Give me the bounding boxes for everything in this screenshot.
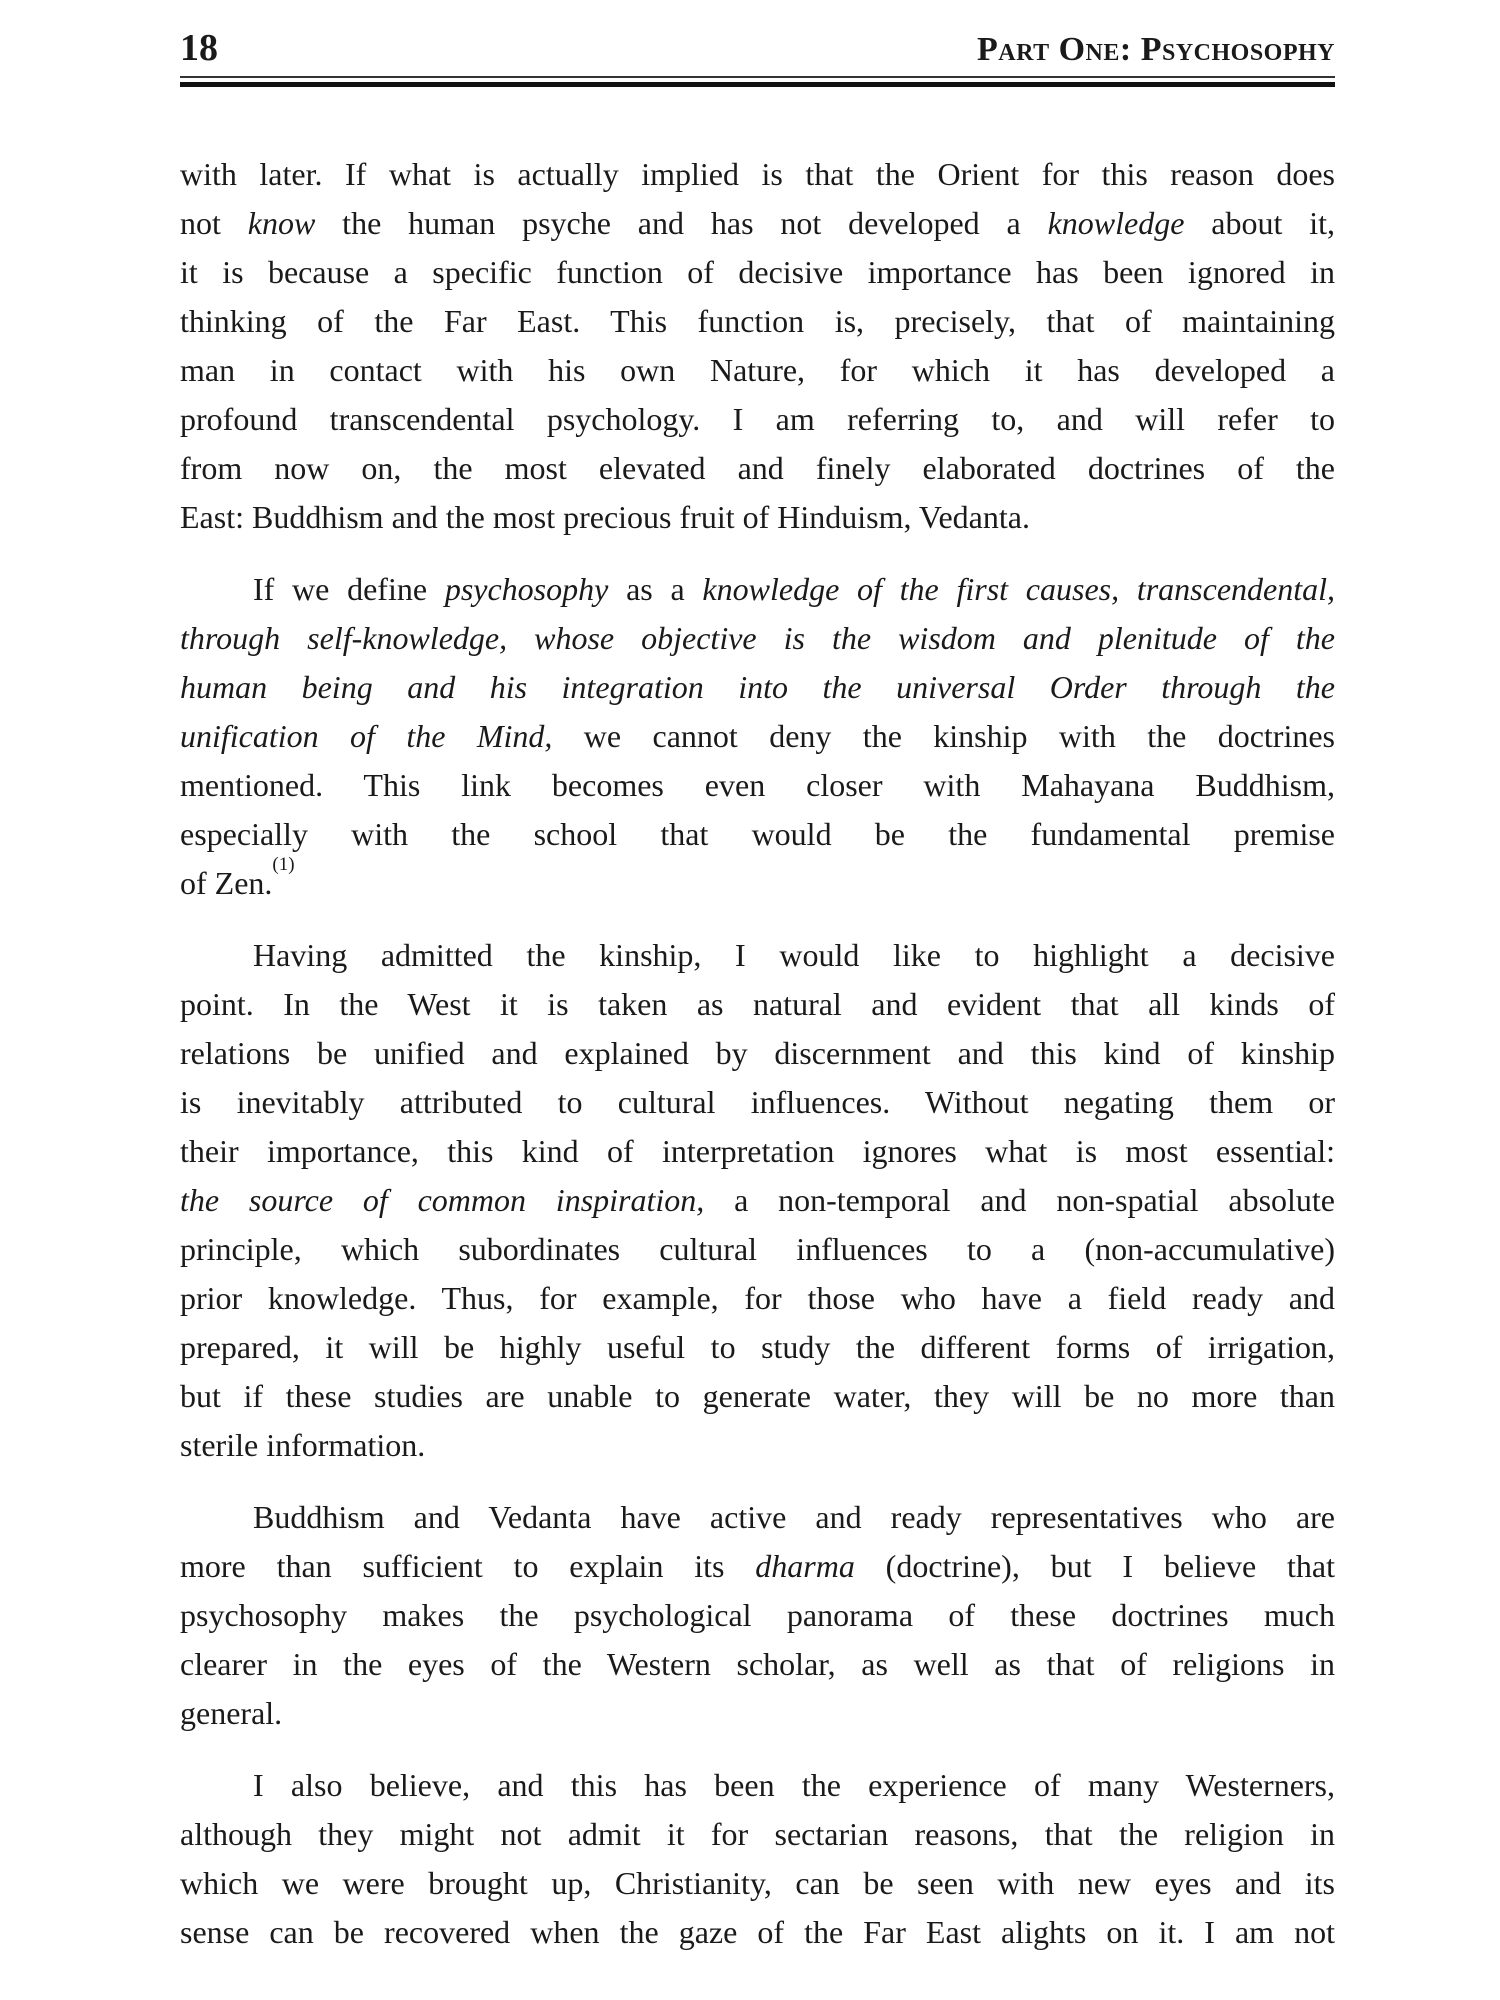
- text-line: [180, 1372, 1335, 1421]
- text-segment: but if these studies are unable to generate water, they will be no more than: [180, 1378, 1335, 1414]
- italic-text: unification of the Mind,: [180, 718, 553, 754]
- text-line: [180, 1078, 1335, 1127]
- text-segment: Having admitted the kinship, I would like to highlight a decisive: [253, 937, 1335, 973]
- text-line: [180, 493, 1335, 542]
- text-segment: it is because a specific function of decisive importance has been ignored in: [180, 254, 1335, 290]
- text-segment: sterile information.: [180, 1427, 426, 1463]
- text-segment: with later. If what is actually implied is that the Orient for this reason does: [180, 156, 1335, 192]
- text-line: [180, 1810, 1335, 1859]
- paragraph: [180, 1493, 1335, 1738]
- text-segment: about it,: [1184, 205, 1336, 241]
- text-segment: we cannot deny the kinship with the doctrines: [552, 718, 1336, 754]
- italic-text: psychosophy: [444, 571, 609, 607]
- text-segment: which we were brought up, Christianity, can be seen with new eyes and its: [180, 1865, 1335, 1901]
- text-line: [180, 1689, 1335, 1738]
- text-segment: I also believe, and this has been the experience of many Westerners,: [253, 1767, 1335, 1803]
- italic-text: human being and his integration into the universal Order through the: [180, 669, 1335, 705]
- text-line: [180, 1493, 1335, 1542]
- text-segment: point. In the West it is taken as natural and evident that all kinds of: [180, 986, 1335, 1022]
- text-line: [180, 663, 1335, 712]
- text-line: [180, 1274, 1335, 1323]
- text-line: [180, 1225, 1335, 1274]
- text-segment: the human psyche and has not developed a: [315, 205, 1048, 241]
- paragraph: [180, 1761, 1335, 1957]
- text-line: [180, 1761, 1335, 1810]
- text-line: [180, 1323, 1335, 1372]
- text-segment: principle, which subordinates cultural influences to a (non-accumulative): [180, 1231, 1335, 1267]
- text-line: [180, 565, 1335, 614]
- text-line: [180, 614, 1335, 663]
- text-segment: (doctrine), but I believe that: [854, 1548, 1335, 1584]
- text-line: [180, 444, 1335, 493]
- italic-text: knowledge: [1047, 205, 1185, 241]
- text-segment: East: Buddhism and the most precious fruit of Hinduism, Vedanta.: [180, 499, 1030, 535]
- text-line: [180, 931, 1335, 980]
- italic-text: know: [247, 205, 316, 241]
- text-segment: prepared, it will be highly useful to study the different forms of irrigation,: [180, 1329, 1335, 1365]
- text-segment: more than sufficient to explain its: [180, 1548, 756, 1584]
- text-segment: of Zen.: [180, 865, 273, 901]
- text-segment: from now on, the most elevated and finely elaborated doctrines of the: [180, 450, 1335, 486]
- text-line: [180, 150, 1335, 199]
- italic-text: the source of common inspiration,: [180, 1182, 705, 1218]
- footnote-reference: (1): [272, 854, 295, 875]
- text-segment: especially with the school that would be the fundamental premise: [180, 816, 1335, 852]
- text-segment: man in contact with his own Nature, for which it has developed a: [180, 352, 1335, 388]
- text-segment: their importance, this kind of interpretation ignores what is most essential:: [180, 1133, 1335, 1169]
- text-segment: If we define: [253, 571, 445, 607]
- text-segment: psychosophy makes the psychological panorama of these doctrines much: [180, 1597, 1335, 1633]
- paragraph: [180, 150, 1335, 542]
- italic-text: through self-knowledge, whose objective is the wisdom and plenitude of the: [180, 620, 1335, 656]
- text-line: [180, 346, 1335, 395]
- text-line: [180, 1591, 1335, 1640]
- text-segment: thinking of the Far East. This function is, precisely, that of maintaining: [180, 303, 1335, 339]
- paragraph: [180, 565, 1335, 908]
- italic-text: dharma: [755, 1548, 855, 1584]
- text-segment: clearer in the eyes of the Western scholar, as well as that of religions in: [180, 1646, 1335, 1682]
- text-segment: mentioned. This link becomes even closer with Mahayana Buddhism,: [180, 767, 1335, 803]
- page-number: 18: [180, 27, 218, 69]
- text-line: [180, 980, 1335, 1029]
- header-rule-thick: [180, 82, 1335, 87]
- text-line: [180, 395, 1335, 444]
- text-segment: a non-temporal and non-spatial absolute: [704, 1182, 1336, 1218]
- running-title: Part One: Psychosophy: [977, 31, 1335, 68]
- page-header: [180, 28, 1335, 68]
- text-segment: profound transcendental psychology. I am referring to, and will refer to: [180, 401, 1335, 437]
- text-segment: Buddhism and Vedanta have active and ready representatives who are: [253, 1499, 1335, 1535]
- text-line: [180, 1421, 1335, 1470]
- text-line: [180, 1176, 1335, 1225]
- text-line: [180, 761, 1335, 810]
- page-body: [180, 150, 1335, 1980]
- header-rule-thin: [180, 76, 1335, 78]
- text-line: [180, 712, 1335, 761]
- text-line: [180, 199, 1335, 248]
- text-line: [180, 1859, 1335, 1908]
- text-segment: general.: [180, 1695, 283, 1731]
- text-segment: relations be unified and explained by discernment and this kind of kinship: [180, 1035, 1335, 1071]
- text-segment: although they might not admit it for sectarian reasons, that the religion in: [180, 1816, 1335, 1852]
- paragraph: [180, 931, 1335, 1470]
- text-line: [180, 1029, 1335, 1078]
- text-segment: not: [180, 205, 248, 241]
- text-line: [180, 1542, 1335, 1591]
- italic-text: knowledge of the first causes, transcendental,: [702, 571, 1336, 607]
- text-segment: is inevitably attributed to cultural influences. Without negating them or: [180, 1084, 1335, 1120]
- text-segment: as a: [608, 571, 703, 607]
- text-line: [180, 1127, 1335, 1176]
- text-line: [180, 248, 1335, 297]
- text-line: [180, 810, 1335, 859]
- text-line: [180, 854, 1335, 908]
- text-line: [180, 1908, 1335, 1957]
- text-line: [180, 297, 1335, 346]
- text-line: [180, 1640, 1335, 1689]
- text-segment: prior knowledge. Thus, for example, for those who have a field ready and: [180, 1280, 1335, 1316]
- text-segment: sense can be recovered when the gaze of the Far East alights on it. I am not: [180, 1914, 1335, 1950]
